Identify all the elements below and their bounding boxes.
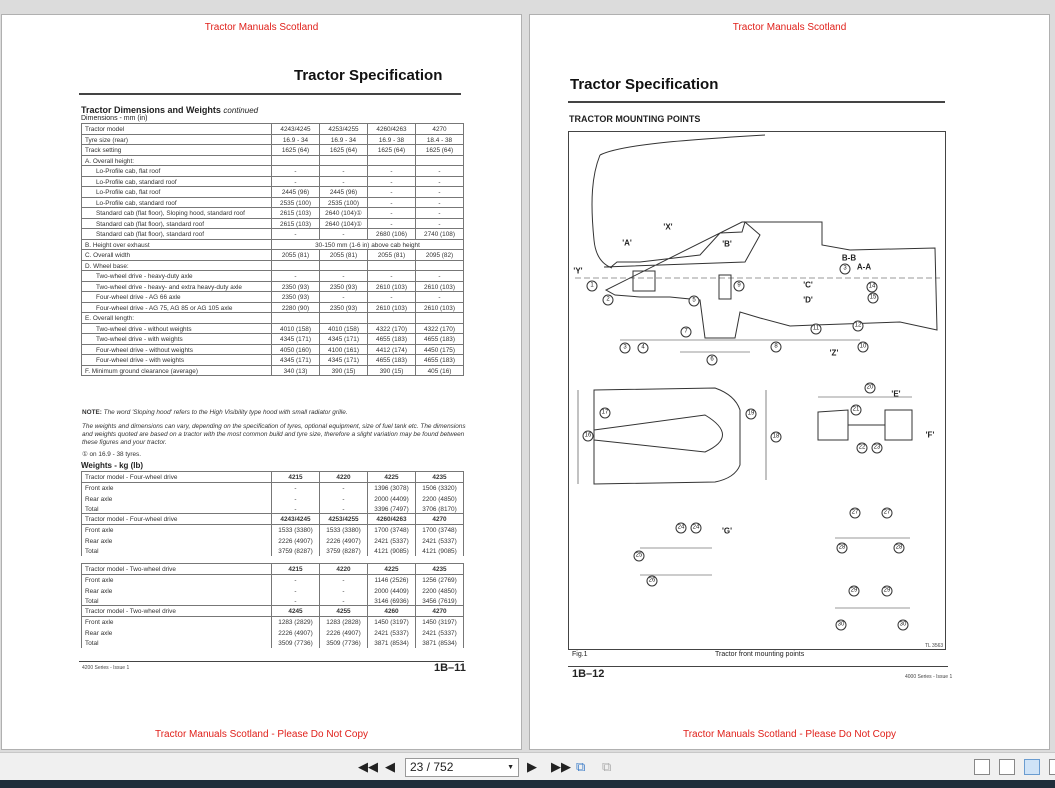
row-label: Rear axle (82, 535, 272, 546)
row-value: 2610 (103) (416, 302, 464, 313)
row-value: 2200 (4850) (416, 585, 464, 596)
row-label: Total (82, 545, 272, 556)
row-value: 4121 (9085) (368, 545, 416, 556)
row-value: - (416, 218, 464, 229)
weights-label: Weights - kg (lb) (81, 461, 144, 470)
previous-page-button[interactable]: ◀ (385, 759, 395, 774)
callout-number: 10 (858, 342, 869, 353)
row-value: - (320, 503, 368, 514)
row-value: 4345 (171) (272, 334, 320, 345)
row-label: Total (82, 637, 272, 648)
row-value: 2095 (82) (416, 250, 464, 261)
row-value: 4010 (158) (272, 323, 320, 334)
row-value: 1283 (2828) (320, 616, 368, 627)
row-value: 4100 (161) (320, 344, 368, 355)
row-value: 2535 (100) (272, 197, 320, 208)
callout-number: 28 (894, 543, 905, 554)
row-value: 4655 (183) (416, 334, 464, 345)
callout-number: 1 (587, 281, 598, 292)
pdf-toolbar (0, 752, 1055, 780)
row-value: 1450 (3197) (416, 616, 464, 627)
row-value: 4412 (174) (368, 344, 416, 355)
row-value: 3509 (7736) (320, 637, 368, 648)
row-label: Front axle (82, 524, 272, 535)
row-value: 1625 (64) (368, 145, 416, 156)
model-name: 4220 (320, 472, 368, 483)
row-value: 2640 (104)① (320, 218, 368, 229)
row-value: 1700 (3748) (416, 524, 464, 535)
callout-number: 3 (840, 264, 851, 275)
view-letter-label: 'D' (803, 295, 813, 305)
row-label: Tractor model (82, 124, 272, 135)
row-value: 2000 (4409) (368, 493, 416, 504)
row-value: - (272, 493, 320, 504)
row-value: 1146 (2526) (368, 574, 416, 585)
row-value: 2350 (93) (272, 292, 320, 303)
row-value: 3759 (8287) (272, 545, 320, 556)
model-name: 4270 (416, 514, 464, 525)
row-value: 2445 (96) (272, 187, 320, 198)
row-value: 2640 (104)① (320, 208, 368, 219)
callout-number: 7 (681, 327, 692, 338)
view-letter-label: A-A (856, 262, 872, 272)
row-value: - (272, 229, 320, 240)
row-value: 18.4 - 38 (416, 134, 464, 145)
callout-number: 19 (746, 409, 757, 420)
row-value: 405 (16) (416, 365, 464, 376)
row-value: 3509 (7736) (272, 637, 320, 648)
row-label: Rear axle (82, 585, 272, 596)
row-value: 2680 (106) (368, 229, 416, 240)
row-value: - (320, 595, 368, 606)
row-value: 4121 (9085) (416, 545, 464, 556)
row-value: 2226 (4907) (272, 535, 320, 546)
row-label: Two-wheel drive - heavy-duty axle (82, 271, 272, 282)
callout-number: 24 (691, 523, 702, 534)
row-label: F. Minimum ground clearance (average) (82, 365, 272, 376)
model-name: 4243/4245 (272, 514, 320, 525)
row-value: 1625 (64) (320, 145, 368, 156)
row-value: 1256 (2769) (416, 574, 464, 585)
model-name: 4260/4263 (368, 514, 416, 525)
callout-number: 23 (872, 443, 883, 454)
model-name: 4255 (320, 606, 368, 617)
row-value: 2535 (100) (320, 197, 368, 208)
row-value: - (416, 187, 464, 198)
view-letter-label: 'C' (803, 280, 813, 290)
two-page-view-icon[interactable] (1024, 759, 1040, 775)
hood-outline (592, 135, 765, 268)
row-value: 1283 (2829) (272, 616, 320, 627)
callout-number: 14 (867, 282, 878, 293)
row-value: - (272, 176, 320, 187)
row-label: Lo-Profile cab, flat roof (82, 166, 272, 177)
disclaimer: The weights and dimensions can vary, depending on the specification of tyres, optional equipment, size of fuel tank etc. The dimensions and weights quoted are based on a tractor with the most common build and tyre size, therefore a slight variation may be found between these figures and your tractor. (82, 423, 466, 446)
row-value: 4655 (183) (368, 355, 416, 366)
row-value: 4270 (416, 124, 464, 135)
footnote: ① on 16.9 - 38 tyres. (82, 451, 142, 458)
row-value: 3871 (8534) (368, 637, 416, 648)
section-heading: TRACTOR MOUNTING POINTS (569, 114, 701, 124)
row-value: - (320, 166, 368, 177)
row-value: 3456 (7619) (416, 595, 464, 606)
model-name: 4235 (416, 564, 464, 575)
row-value: - (368, 271, 416, 282)
row-label: Lo-Profile cab, standard roof (82, 197, 272, 208)
model-name: 4215 (272, 564, 320, 575)
view-letter-label: 'Z' (829, 348, 839, 358)
two-page-continuous-view-icon[interactable] (1049, 759, 1055, 775)
row-value: - (320, 574, 368, 585)
model-name: 4225 (368, 564, 416, 575)
row-value: 2226 (4907) (272, 627, 320, 638)
footer-series: 4200 Series - Issue 1 (82, 665, 130, 671)
row-value: - (272, 595, 320, 606)
callout-number: 8 (771, 342, 782, 353)
row-value: - (272, 482, 320, 493)
view-letter-label: 'Y' (573, 266, 583, 276)
row-value: 1506 (3320) (416, 482, 464, 493)
row-label: Four-wheel drive - AG 66 axle (82, 292, 272, 303)
row-value: 2421 (5337) (416, 627, 464, 638)
row-value: - (416, 292, 464, 303)
callout-number: 20 (865, 383, 876, 394)
watermark-bottom: Tractor Manuals Scotland - Please Do Not Copy (682, 729, 897, 740)
row-label: Two-wheel drive - heavy- and extra heavy-duty axle (82, 281, 272, 292)
row-label: Four-wheel drive - AG 75, AG 85 or AG 105 axle (82, 302, 272, 313)
row-value: - (272, 503, 320, 514)
row-value: 4450 (175) (416, 344, 464, 355)
row-value: 2610 (103) (368, 302, 416, 313)
model-header: Tractor model - Four-wheel drive (82, 472, 272, 483)
row-value: 2445 (96) (320, 187, 368, 198)
callout-number: 24 (676, 523, 687, 534)
row-label: Lo-Profile cab, standard roof (82, 176, 272, 187)
row-value: 4655 (183) (416, 355, 464, 366)
callout-number: 28 (837, 543, 848, 554)
row-value: 2350 (93) (272, 281, 320, 292)
row-value: 2280 (90) (272, 302, 320, 313)
row-value: 16.9 - 34 (272, 134, 320, 145)
next-page-button[interactable]: ▶ (527, 759, 537, 774)
paste-page-icon[interactable]: ⧉ (602, 759, 612, 774)
row-label: Two-wheel drive - with weights (82, 334, 272, 345)
row-label: Front axle (82, 574, 272, 585)
model-name: 4253/4255 (320, 514, 368, 525)
row-label: Front axle (82, 482, 272, 493)
model-header: Tractor model - Four-wheel drive (82, 514, 272, 525)
row-value: 340 (13) (272, 365, 320, 376)
row-label: Total (82, 595, 272, 606)
row-value: 2000 (4409) (368, 585, 416, 596)
last-page-button[interactable]: ▶▶ (551, 759, 571, 774)
model-name: 4260 (368, 606, 416, 617)
row-value: - (368, 187, 416, 198)
model-header: Tractor model - Two-wheel drive (82, 564, 272, 575)
row-value: - (320, 292, 368, 303)
callout-number: 2 (603, 295, 614, 306)
callout-number: 29 (849, 586, 860, 597)
dimensions-label: Dimensions - mm (in) (81, 115, 148, 122)
taskbar (0, 780, 1055, 788)
row-value: 1625 (64) (272, 145, 320, 156)
row-value: 2055 (81) (272, 250, 320, 261)
row-label: Two-wheel drive - without weights (82, 323, 272, 334)
row-value: 2421 (5337) (368, 535, 416, 546)
row-value: 1533 (3380) (320, 524, 368, 535)
row-value: - (416, 197, 464, 208)
row-value: 4345 (171) (320, 334, 368, 345)
row-value: 4010 (158) (320, 323, 368, 334)
watermark-top: Tractor Manuals Scotland (732, 22, 847, 33)
model-name: 4235 (416, 472, 464, 483)
row-value: - (272, 166, 320, 177)
model-name: 4215 (272, 472, 320, 483)
row-label: Front axle (82, 616, 272, 627)
view-letter-label: 'F' (925, 430, 935, 440)
row-value: 4322 (170) (416, 323, 464, 334)
row-value: 2421 (5337) (368, 627, 416, 638)
row-label: Four-wheel drive - with weights (82, 355, 272, 366)
view-letter-label: B-B (841, 253, 857, 263)
callout-number: 15 (868, 293, 879, 304)
row-value: - (272, 574, 320, 585)
callout-number: 30 (898, 620, 909, 631)
row-value: 2055 (81) (320, 250, 368, 261)
row-value: 30-150 mm (1-6 in) above cab height (272, 239, 464, 250)
model-name: 4270 (416, 606, 464, 617)
row-value: 16.9 - 34 (320, 134, 368, 145)
row-label: D. Wheel base: (82, 260, 272, 271)
row-value: 1533 (3380) (272, 524, 320, 535)
row-value: - (368, 208, 416, 219)
page-title: Tractor Specification (570, 76, 719, 93)
view-letter-label: 'X' (663, 222, 673, 232)
callout-number: 4 (638, 343, 649, 354)
row-value: - (416, 271, 464, 282)
row-value: 2740 (108) (416, 229, 464, 240)
view-letter-label: 'G' (721, 526, 733, 536)
model-name: 4220 (320, 564, 368, 575)
row-label: Track setting (82, 145, 272, 156)
row-value: 4655 (183) (368, 334, 416, 345)
row-value: 4260/4263 (368, 124, 416, 135)
row-value: 2200 (4850) (416, 493, 464, 504)
row-value: 2055 (81) (368, 250, 416, 261)
row-value: 390 (15) (320, 365, 368, 376)
bracket-plan-view (594, 388, 740, 484)
callout-number: 21 (851, 405, 862, 416)
row-value: 2226 (4907) (320, 535, 368, 546)
row-label: Rear axle (82, 493, 272, 504)
row-label: Rear axle (82, 627, 272, 638)
callout-number: 30 (836, 620, 847, 631)
figure-caption: Tractor front mounting points (715, 651, 805, 658)
row-value: 2615 (103) (272, 208, 320, 219)
callout-number: 5 (689, 296, 700, 307)
view-letter-label: 'E' (891, 389, 901, 399)
row-value: - (320, 493, 368, 504)
figure-ref: TL 3563 (925, 643, 944, 649)
page-number: 1B–11 (434, 662, 466, 674)
row-value: 3759 (8287) (320, 545, 368, 556)
single-page-view-icon[interactable] (974, 759, 990, 775)
first-page-button[interactable]: ◀◀ (358, 759, 378, 774)
row-value: 4050 (160) (272, 344, 320, 355)
row-value: 390 (15) (368, 365, 416, 376)
row-value: 1700 (3748) (368, 524, 416, 535)
row-value: - (368, 197, 416, 208)
row-label: C. Overall width (82, 250, 272, 261)
section-heading: Tractor Dimensions and Weights continued (81, 105, 259, 115)
callout-number: 25 (634, 551, 645, 562)
row-value: 16.9 - 38 (368, 134, 416, 145)
model-header: Tractor model - Two-wheel drive (82, 606, 272, 617)
row-value: - (320, 271, 368, 282)
callout-number: 12 (853, 321, 864, 332)
row-value: - (368, 166, 416, 177)
row-label: Total (82, 503, 272, 514)
row-value: - (416, 176, 464, 187)
callout-number: 27 (850, 508, 861, 519)
row-value: - (416, 166, 464, 177)
row-value: 3146 (6936) (368, 595, 416, 606)
callout-number: 11 (811, 324, 822, 335)
row-value: 2610 (103) (368, 281, 416, 292)
note: NOTE: The word 'Sloping hood' refers to the High Visibility type hood with small radiator grille. (82, 409, 348, 416)
row-value: 4322 (170) (368, 323, 416, 334)
row-value: 1396 (3078) (368, 482, 416, 493)
row-label: Tyre size (rear) (82, 134, 272, 145)
row-value: 3871 (8534) (416, 637, 464, 648)
row-value: - (368, 292, 416, 303)
row-label: Standard cab (flat floor), standard roof (82, 229, 272, 240)
row-label: B. Height over exhaust (82, 239, 272, 250)
row-value: 2226 (4907) (320, 627, 368, 638)
row-label: Four-wheel drive - without weights (82, 344, 272, 355)
row-value: 1450 (3197) (368, 616, 416, 627)
callout-number: 3 (620, 343, 631, 354)
callout-number: 16 (583, 431, 594, 442)
callout-number: 26 (647, 576, 658, 587)
callout-number: 9 (734, 281, 745, 292)
chevron-down-icon[interactable]: ▼ (507, 764, 514, 771)
row-label: Lo-Profile cab, flat roof (82, 187, 272, 198)
footer-series: 4000 Series - Issue 1 (905, 674, 953, 680)
callout-number: 17 (600, 408, 611, 419)
row-value: 4243/4245 (272, 124, 320, 135)
row-value: - (320, 585, 368, 596)
row-value: 2350 (93) (320, 302, 368, 313)
view-letter-label: 'B' (722, 239, 732, 249)
row-value: - (272, 585, 320, 596)
page-number-input[interactable]: 23 / 752 ▼ (405, 758, 519, 777)
row-value: - (416, 208, 464, 219)
row-label: E. Overall length: (82, 313, 272, 324)
row-value: 1625 (64) (416, 145, 464, 156)
row-label: A. Overall height: (82, 155, 272, 166)
callout-number: 18 (771, 432, 782, 443)
row-value: - (320, 229, 368, 240)
callout-number: 27 (882, 508, 893, 519)
model-name: 4225 (368, 472, 416, 483)
row-value: 2615 (103) (272, 218, 320, 229)
continuous-view-icon[interactable] (999, 759, 1015, 775)
copy-page-icon[interactable]: ⧉ (576, 759, 586, 774)
watermark-bottom: Tractor Manuals Scotland - Please Do Not Copy (154, 729, 369, 740)
row-value: 4253/4255 (320, 124, 368, 135)
callout-number: 29 (882, 586, 893, 597)
page-number: 1B–12 (572, 668, 605, 680)
row-value: - (320, 176, 368, 187)
page-title: Tractor Specification (294, 67, 443, 84)
callout-number: 22 (857, 443, 868, 454)
row-label: Standard cab (flat floor), Sloping hood, standard roof (82, 208, 272, 219)
tractor-body (604, 222, 937, 338)
row-value: 4345 (171) (272, 355, 320, 366)
bracket-end-view (818, 410, 912, 440)
row-value: 2421 (5337) (416, 535, 464, 546)
row-value: - (368, 176, 416, 187)
row-value: 2610 (103) (416, 281, 464, 292)
row-value: - (272, 271, 320, 282)
row-value: 3396 (7497) (368, 503, 416, 514)
row-label: Standard cab (flat floor), standard roof (82, 218, 272, 229)
row-value: 3706 (8170) (416, 503, 464, 514)
row-value: - (368, 218, 416, 229)
figure-label: Fig.1 (572, 651, 588, 658)
model-name: 4245 (272, 606, 320, 617)
callout-number: 6 (707, 355, 718, 366)
row-value: - (320, 482, 368, 493)
row-value: 4345 (171) (320, 355, 368, 366)
view-letter-label: 'A' (622, 238, 632, 248)
watermark-top: Tractor Manuals Scotland (204, 22, 319, 33)
row-value: 2350 (93) (320, 281, 368, 292)
